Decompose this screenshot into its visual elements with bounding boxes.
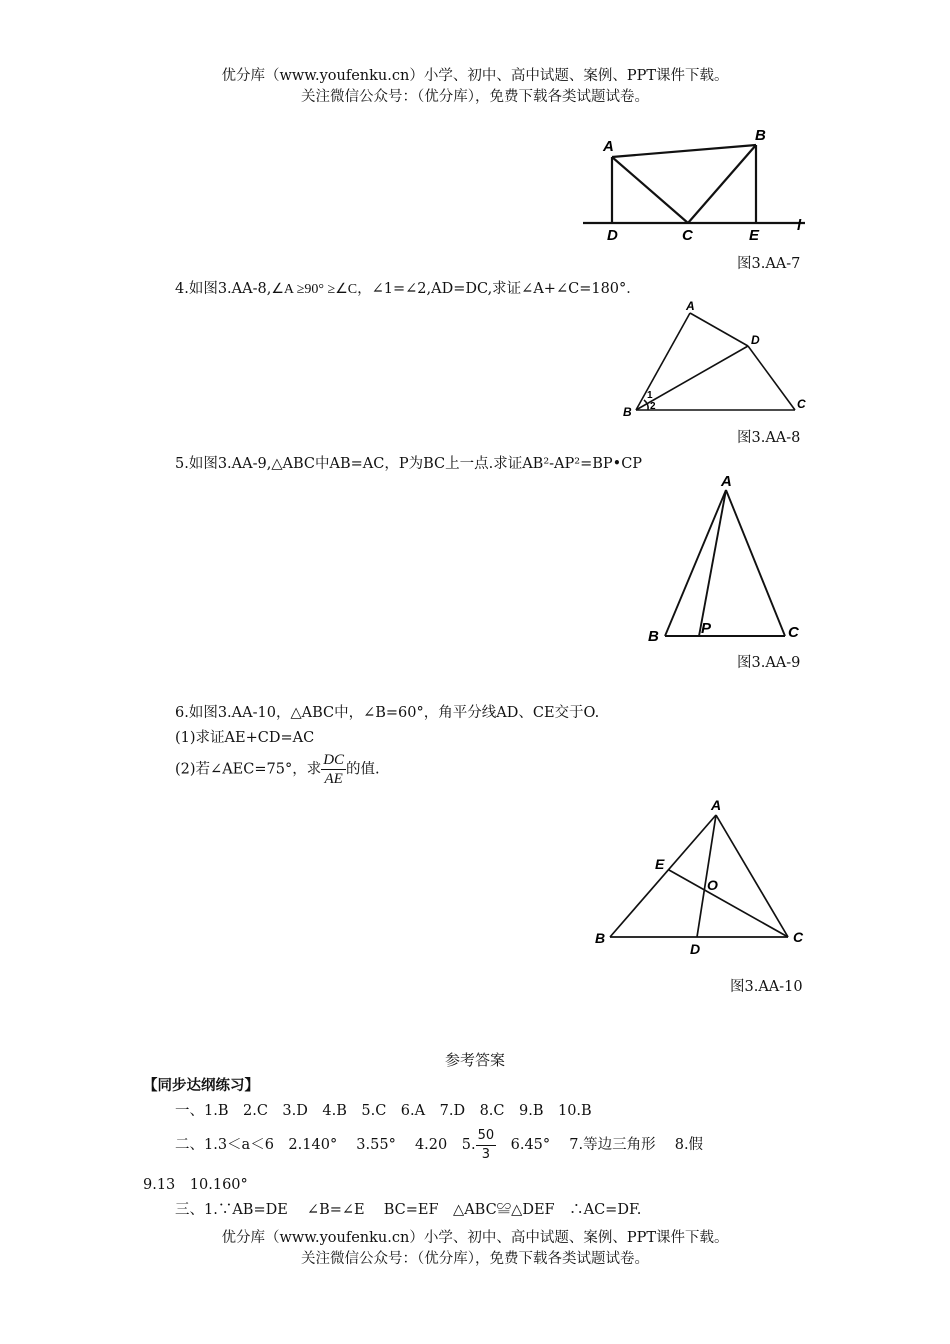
answers-title: 参考答案: [444, 1051, 505, 1069]
q6-line3-prefix: (2)若∠AEC=75°，求: [175, 761, 322, 778]
figure-aa-9: [640, 470, 820, 648]
question-6-line-3: [175, 751, 380, 788]
segment-ac: [612, 157, 688, 223]
label-o: O: [707, 877, 718, 893]
figure-aa-10: [590, 790, 815, 960]
label-b: B: [595, 930, 606, 946]
answers-part-1: 一、1.B 2.C 3.D 4.B 5.C 6.A 7.D 8.C 9.B 10.B: [175, 1103, 592, 1119]
frac-numerator: 50: [476, 1127, 497, 1146]
segment-ad: [690, 313, 748, 346]
segment-ac: [726, 490, 785, 636]
fraction-dc-ae: [321, 751, 346, 788]
label-l: l: [797, 217, 802, 234]
segment-ab: [612, 145, 756, 157]
question-5: 5.如图3.AA-9,△ABC中AB=AC，P为BC上一点.求证AB²-AP²=BP•CP: [175, 456, 643, 472]
label-angle-1: 1: [647, 390, 653, 401]
label-d: D: [607, 227, 618, 244]
caption-aa-7: 图3.AA-7: [737, 256, 801, 272]
label-a: A: [721, 473, 732, 490]
q4-math: ∠A ≥90° ≥∠C: [271, 282, 358, 297]
answers-part-2: [175, 1125, 703, 1165]
label-a: A: [711, 797, 722, 813]
caption-aa-8: 图3.AA-8: [737, 430, 801, 446]
part2-suffix: 6.45° 7.等边三角形 8.假: [496, 1137, 704, 1153]
caption-aa-10: 图3.AA-10: [730, 979, 803, 995]
label-c: C: [793, 929, 804, 945]
question-6-line-2: (1)求证AE+CD=AC: [175, 730, 315, 746]
question-6-line-1: 6.如图3.AA-10，△ABC中，∠B=60°，角平分线AD、CE交于O.: [175, 705, 600, 721]
segment-ac: [716, 815, 788, 937]
part2-prefix: 二、1.3＜a＜6 2.140° 3.55° 4.20 5.: [175, 1137, 476, 1153]
label-e: E: [749, 227, 760, 244]
segment-bc: [688, 145, 756, 223]
segment-ab: [665, 490, 726, 636]
header-line-2: 关注微信公众号：（优分库），免费下载各类试题试卷。: [301, 89, 649, 105]
footer-line-1: 优分库（www.youfenku.cn）小学、初中、高中试题、案例、PPT课件下载。: [221, 1230, 729, 1246]
label-b: B: [755, 127, 766, 144]
q6-line3-suffix: 的值.: [346, 761, 380, 778]
header-line-1: 优分库（www.youfenku.cn）小学、初中、高中试题、案例、PPT课件下载。: [221, 68, 729, 84]
fraction-50-3: [476, 1127, 497, 1164]
answers-section: 【同步达纲练习】: [143, 1077, 259, 1094]
label-d: D: [690, 941, 701, 957]
label-b: B: [623, 405, 632, 419]
label-p: P: [701, 620, 712, 637]
label-c: C: [797, 397, 806, 411]
segment-ce: [669, 870, 788, 937]
question-4: [175, 277, 641, 298]
answers-part-3: 三、1.∵AB=DE ∠B=∠E BC=EF △ABC≌△DEF ∴AC=DF.: [175, 1202, 642, 1218]
q4-suffix: ，∠1=∠2,AD=DC,求证∠A+∠C=180°．: [357, 281, 641, 297]
segment-ap: [699, 490, 726, 636]
label-a: A: [603, 138, 614, 155]
figure-aa-7: [575, 120, 815, 250]
label-b: B: [648, 628, 659, 645]
segment-dc: [748, 346, 795, 410]
label-a: A: [686, 300, 695, 313]
frac-numerator: DC: [323, 752, 345, 768]
label-e: E: [655, 856, 665, 872]
frac-denominator: AE: [324, 771, 343, 787]
caption-aa-9: 图3.AA-9: [737, 655, 801, 671]
label-c: C: [788, 624, 799, 641]
frac-denominator: 3: [481, 1146, 490, 1162]
footer-line-2: 关注微信公众号：（优分库），免费下载各类试题试卷。: [301, 1251, 649, 1267]
answers-part-2-cont: 9.13 10.160°: [143, 1177, 248, 1193]
q4-prefix: 4.如图3.AA-8,: [175, 281, 272, 297]
label-d: D: [751, 333, 760, 347]
label-angle-2: 2: [650, 401, 656, 412]
label-c: C: [682, 227, 693, 244]
figure-aa-8: [615, 300, 815, 425]
